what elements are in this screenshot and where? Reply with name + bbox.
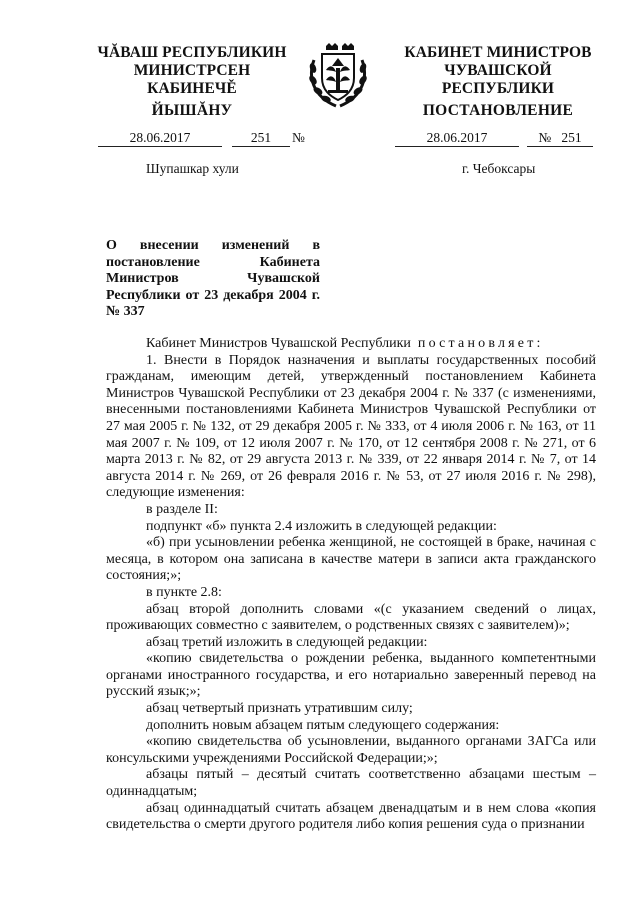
place-right: г. Чебоксары (462, 161, 536, 176)
body-paragraph: в пункте 2.8: (146, 584, 222, 600)
header-right-line2: ЧУВАШСКОЙ РЕСПУБЛИКИ (441, 62, 555, 97)
doc-number-right-field (527, 130, 593, 147)
body-paragraph: дополнить новым абзацем пятым следующего содержания: (146, 717, 500, 733)
body-paragraph: абзац четвертый признать утратившим силу; (146, 701, 413, 717)
body-paragraph: в разделе II: (146, 501, 218, 517)
body-paragraph: «б) при усыновлении ребенка женщиной, не состоящей в браке, начиная с месяца, в котором она записана в качестве матери в записи акта гражданского состояния;»; (106, 535, 596, 584)
header-right-line1: КАБИНЕТ МИНИСТРОВ (404, 44, 592, 61)
body-paragraph: «копию свидетельства о рождении ребенка, выданного компетентными органами иностранного государства, и его нотариально заверенный перевод на русский язык;»; (106, 651, 596, 700)
body-paragraph: абзац третий изложить в следующей редакции: (146, 634, 428, 650)
place-left: Шупашкар хули (146, 161, 239, 176)
body-intro (106, 336, 596, 353)
body-paragraph: 1. Внести в Порядок назначения и выплаты государственных пособий гражданам, имеющим детей, утвержденный постановлением Кабинета Министров Чувашской Республики от 23 декабря 2004 г. № 337 (с изменениями, внесенными постановлениями Кабинета Министров Чувашской Республики от 27 мая 2005 г. № 132, от 29 декабря 2005 г. № 333, от 4 июля 2006 г. № 163, от 11 мая 2007 г. № 109, от 12 июля 2007 г. № 170, от 12 сентября 2008 г. № 271, от 6 марта 2013 г. № 82, от 29 августа 2013 г. № 339, от 22 января 2014 г. № 7, от 14 августа 2014 г. № 269, от 26 февраля 2016 г. № 53, от 27 июля 2016 г. № 298), следующие изменения: (106, 352, 596, 501)
header-left-line1: ЧĂВАШ РЕСПУБЛИКИН (97, 44, 287, 61)
doc-number-right-value: 251 (561, 130, 582, 145)
number-sign-right: № (538, 130, 552, 145)
body-paragraph: абзац одиннадцатый считать абзацем двенадцатым и в нем слова «копия свидетельства о смерти другого родителя либо копия решения суда о признании (106, 800, 596, 833)
header-right-title (388, 44, 608, 98)
doc-type-right: ПОСТАНОВЛЕНИЕ (422, 102, 574, 119)
doc-date-left: 28.06.2017 (98, 130, 222, 147)
header-left-line2: МИНИСТРСЕН КАБИНЕЧĚ (133, 62, 251, 97)
body-paragraph: абзацы пятый – десятый считать соответственно абзацами шестым – одиннадцатым; (106, 767, 596, 800)
intro-decree: постановляет: (417, 336, 544, 351)
doc-type-left: ЙЫШĂНУ (151, 102, 233, 119)
intro-text: Кабинет Министров Чувашской Республики (146, 336, 411, 351)
body-paragraph: «копию свидетельства об усыновлении, выданного органами ЗАГСа или консульскими учреждениями Российской Федерации;»; (106, 734, 596, 766)
emblem-icon (306, 42, 370, 110)
body-paragraph: абзац второй дополнить словами «(с указанием сведений о лицах, проживающих совместно с заявителем, о родственных связях с заявителем)»; (106, 601, 596, 634)
doc-date-right: 28.06.2017 (395, 130, 519, 147)
doc-number-left-value: 251 (232, 130, 290, 147)
document-body (106, 336, 596, 834)
header-left-title (92, 44, 292, 98)
document-subject: О внесении изменений в постановление Кабинета Министров Чувашской Республики от 23 декабря 2004 г. № 337 (106, 238, 320, 319)
number-sign-left: № (292, 130, 305, 145)
body-paragraph: подпункт «б» пункта 2.4 изложить в следующей редакции: (146, 518, 497, 534)
